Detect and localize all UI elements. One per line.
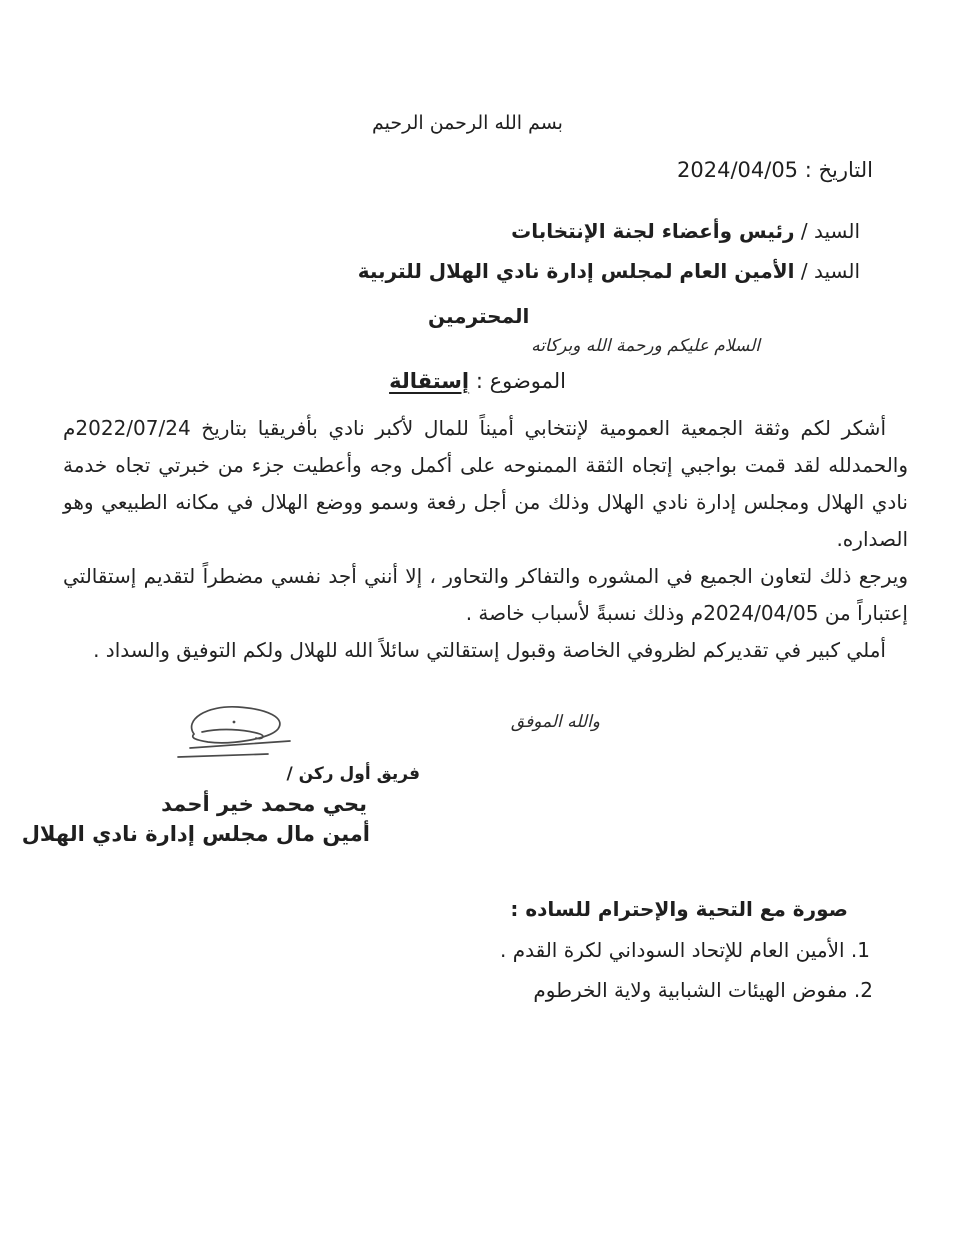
- signatory-title: أمين مال مجلس إدارة نادي الهلال: [21, 822, 370, 846]
- greeting-line: السلام عليكم ورحمة الله وبركاته: [531, 336, 760, 356]
- cc-item-2: 2. مفوض الهيئات الشبابية ولاية الخرطوم: [533, 978, 873, 1002]
- basmala-line: بسم الله الرحمن الرحيم: [372, 112, 563, 134]
- addressee-title: الأمين العام لمجلس إدارة نادي الهلال للتربية: [357, 259, 795, 283]
- honorific: المحترمين: [428, 304, 530, 328]
- body-paragraph-2: ويرجع ذلك لتعاون الجميع في المشوره والتفاكر والتحاور ، إلا أنني أجد نفسي مضطراً لتقديم إستقالتي إعتباراً من 2024/04/05م وذلك نسبةً لأسباب خاصة .: [63, 564, 908, 625]
- handwritten-signature: [172, 698, 302, 774]
- signatory-rank: فريق أول ركن /: [286, 764, 420, 784]
- body-paragraph-3: أملي كبير في تقديركم لظروفي الخاصة وقبول إستقالتي سائلاً الله للهلال ولكم التوفيق والسداد .: [93, 638, 886, 662]
- addressee-prefix: السيد /: [800, 259, 860, 283]
- addressee-title: رئيس وأعضاء لجنة الإنتخابات: [511, 219, 795, 243]
- body-paragraph-1: أشكر لكم وثقة الجمعية العمومية لإنتخابي أميناً للمال لأكبر نادي بأفريقيا بتاريخ 2022/07/24م والحمدلله لقد قمت بواجبي إتجاه الثقة الممنوحه على أكمل وجه وأعطيت جزء من خبرتي تجاه خدمة نادي الهلال ومجلس إدارة نادي الهلال وذلك من أجل رفعة وسمو ووضع الهلال في مكانه الطبيعي وهو الصداره.: [63, 416, 908, 551]
- signatory-name: يحي محمد خير أحمد: [161, 792, 367, 816]
- date-line: [677, 158, 873, 182]
- subject-label: الموضوع :: [475, 369, 566, 393]
- subject-line: [389, 369, 566, 393]
- addressee-prefix: السيد /: [800, 219, 860, 243]
- cc-heading: صورة مع التحية والإحترام للساده :: [510, 897, 848, 921]
- date-value: 2024/04/05: [677, 158, 799, 182]
- closing-line: والله الموفق: [510, 712, 600, 732]
- cc-item-1: 1. الأمين العام للإتحاد السوداني لكرة القدم .: [500, 938, 870, 962]
- date-label: التاريخ :: [804, 158, 873, 182]
- addressee-line-2: [358, 259, 860, 283]
- subject-value: إستقالة: [389, 369, 470, 393]
- addressee-line-1: [511, 219, 860, 243]
- signature-scribble-icon: [172, 698, 302, 770]
- letter-body: [63, 410, 908, 669]
